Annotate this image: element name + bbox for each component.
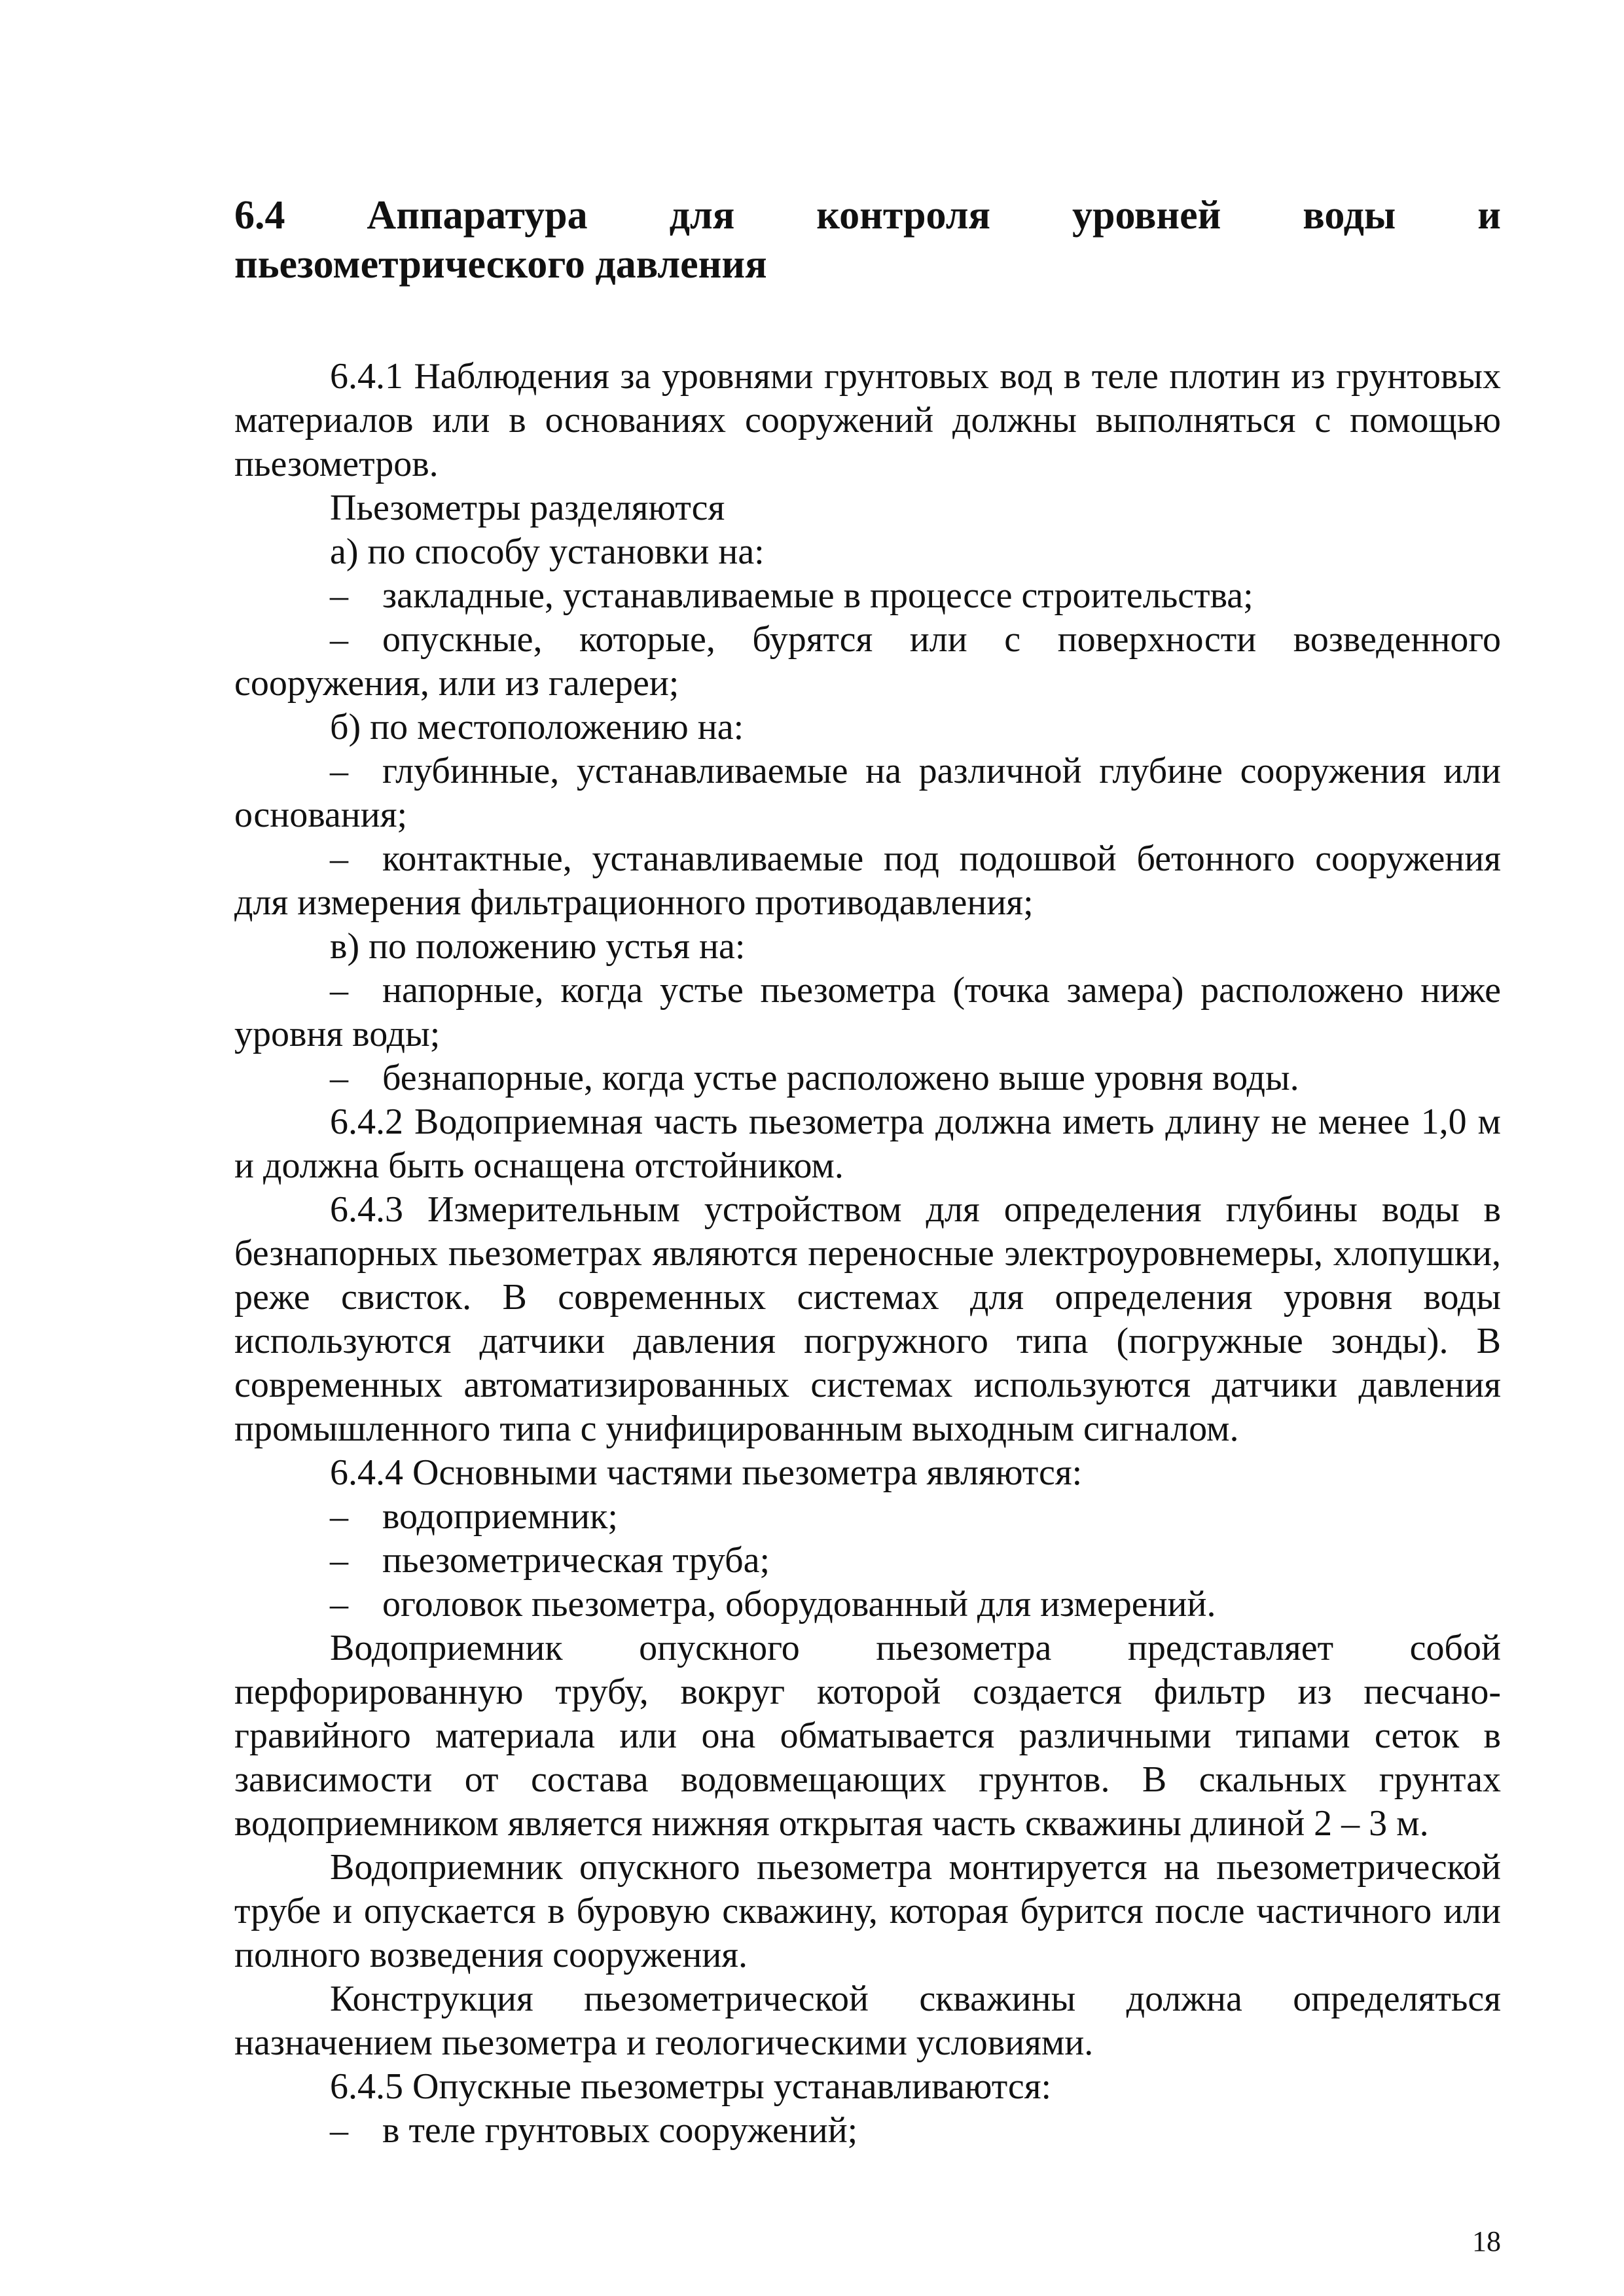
paragraph-6-4-4: 6.4.4 Основными частями пьезометра являются:	[330, 1452, 1083, 1493]
list-item-contact	[234, 837, 1501, 925]
paragraph-6-4-5: 6.4.5 Опускные пьезометры устанавливаются:	[330, 2066, 1052, 2107]
list-item-water-intake	[234, 1495, 1501, 1539]
list-item-embedded	[234, 574, 1501, 618]
list-item-pressure	[234, 969, 1501, 1056]
dash-marker: –	[330, 2110, 348, 2151]
paragraph-6-4-2: 6.4.2 Водоприемная часть пьезометра должна иметь длину не менее 1,0 м и должна быть оснащена отстойником.	[234, 1102, 1501, 1186]
list-item-text: напорные, когда устье пьезометра (точка замера) расположено ниже уровня воды;	[234, 970, 1501, 1054]
paragraph-types-intro: Пьезометры разделяются	[330, 488, 725, 528]
section-heading	[234, 191, 1501, 289]
dash-marker: –	[330, 1058, 348, 1098]
paragraph-intake-description: Водоприемник опускного пьезометра представляет собой перфорированную трубу, вокруг которой создается фильтр из песчано-гравийного материала или она обматывается различными типами сеток в зависимости от состава водовмещающих грунтов. В скальных грунтах водоприемником является нижняя открытая часть скважины длиной 2 – 3 м.	[234, 1628, 1501, 1844]
paragraph-construction: Конструкция пьезометрической скважины должна определяться назначением пьезометра и геологическими условиями.	[234, 1979, 1501, 2063]
paragraph-location: б) по местоположению на:	[330, 707, 744, 747]
list-item-head	[234, 1583, 1501, 1626]
list-item-text: глубинные, устанавливаемые на различной глубине сооружения или основания;	[234, 751, 1501, 835]
paragraph-mouth-position: в) по положению устья на:	[330, 926, 746, 967]
list-item-soil-structures	[234, 2109, 1501, 2153]
list-item-piezometric-pipe	[234, 1539, 1501, 1583]
paragraph-6-4-1: 6.4.1 Наблюдения за уровнями грунтовых вод в теле плотин из грунтовых материалов или в основаниях сооружений должны выполняться с помощью пьезометров.	[234, 356, 1501, 484]
dash-marker: –	[330, 1496, 348, 1537]
list-item-text: опускные, которые, бурятся или с поверхности возведенного сооружения, или из галереи;	[234, 619, 1501, 704]
paragraph-intake-mounting: Водоприемник опускного пьезометра монтируется на пьезометрической трубе и опускается в буровую скважину, которая бурится после частичного или полного возведения сооружения.	[234, 1847, 1501, 1975]
page-number: 18	[1472, 2225, 1501, 2257]
list-item-text: закладные, устанавливаемые в процессе строительства;	[382, 575, 1254, 616]
section-heading-line1: 6.4 Аппаратура для контроля уровней воды и	[234, 193, 1501, 238]
paragraph-installation-method: а) по способу установки на:	[330, 531, 765, 572]
dash-marker: –	[330, 575, 348, 616]
list-item-text: пьезометрическая труба;	[382, 1540, 770, 1581]
list-item-deep	[234, 749, 1501, 837]
list-item-lowered	[234, 618, 1501, 706]
list-item-text: контактные, устанавливаемые под подошвой бетонного сооружения для измерения фильтрационного противодавления;	[234, 838, 1501, 923]
dash-marker: –	[330, 1584, 348, 1624]
list-item-text: в теле грунтовых сооружений;	[382, 2110, 858, 2151]
dash-marker: –	[330, 1540, 348, 1581]
dash-marker: –	[330, 970, 348, 1011]
list-item-text: безнапорные, когда устье расположено выше уровня воды.	[382, 1058, 1299, 1098]
list-item-non-pressure	[234, 1056, 1501, 1100]
section-body	[234, 355, 1501, 2153]
list-item-text: оголовок пьезометра, оборудованный для измерений.	[382, 1584, 1216, 1624]
page-content	[234, 191, 1501, 2153]
list-item-text: водоприемник;	[382, 1496, 618, 1537]
dash-marker: –	[330, 619, 348, 660]
section-heading-line2: пьезометрического давления	[234, 242, 767, 287]
paragraph-6-4-3: 6.4.3 Измерительным устройством для определения глубины воды в безнапорных пьезометрах являются переносные электроуровнемеры, хлопушки, реже свисток. В современных системах для определения уровня воды используются датчики давления погружного типа (погружные зонды). В современных автоматизированных системах используются датчики давления промышленного типа с унифицированным выходным сигналом.	[234, 1189, 1501, 1449]
dash-marker: –	[330, 751, 348, 791]
dash-marker: –	[330, 838, 348, 879]
